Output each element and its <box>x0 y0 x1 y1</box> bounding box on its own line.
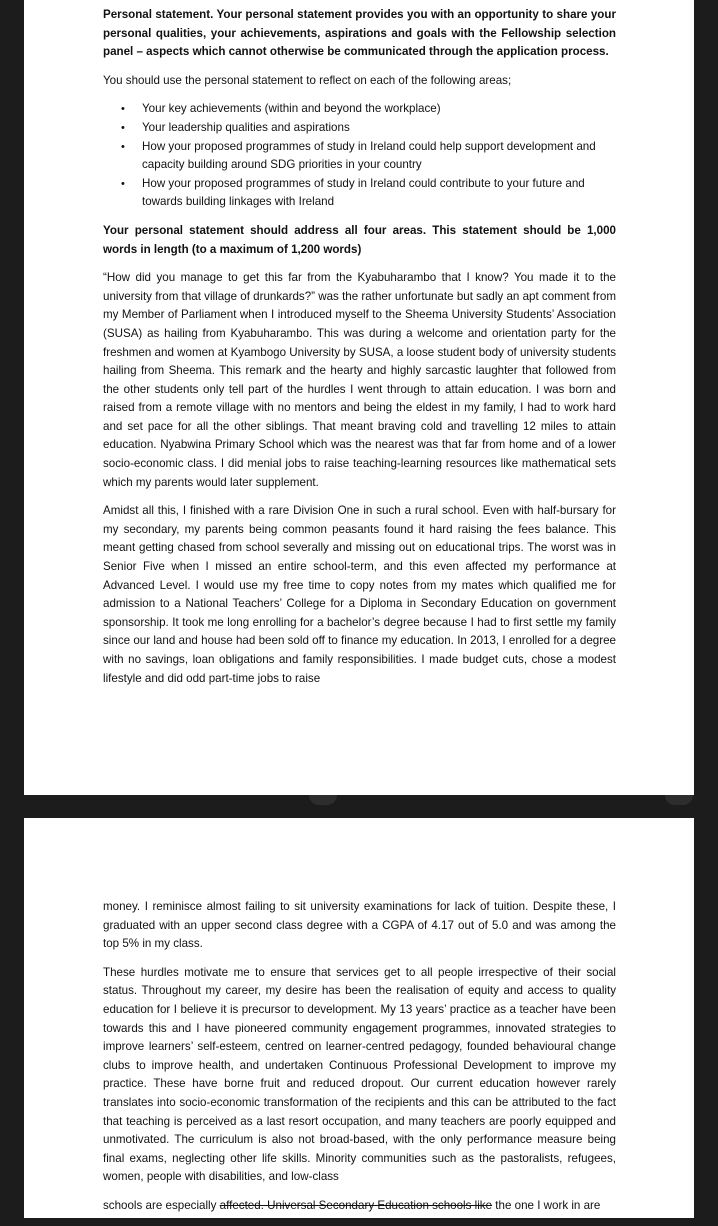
struck-text: affected. Universal Secondary Education schools like <box>219 1198 493 1212</box>
statement-paragraph: money. I reminisce almost failing to sit university examinations for lack of tuition. Despite these, I graduated with an upper second class degree with a CGPA of 4.17 out of 5.0 and was among the top 5% in my class. <box>103 900 616 951</box>
list-item-text: How your proposed programmes of study in Ireland could contribute to your future and towards building linkages with Ireland <box>142 176 585 209</box>
list-item <box>121 138 616 175</box>
bullet-icon: • <box>121 177 125 190</box>
paragraph-text: the one I work in are <box>495 1198 601 1212</box>
list-item-text: How your proposed programmes of study in Ireland could help support development and capacity building around SDG priorities in your country <box>142 139 596 172</box>
document-page-1 <box>24 0 694 795</box>
bullet-icon: • <box>121 121 125 134</box>
word-count-requirement: Your personal statement should address all four areas. This statement should be 1,000 words in length (to a maximum of 1,200 words) <box>103 223 616 256</box>
paragraph-text: schools are especially <box>103 1198 217 1212</box>
list-item-text: Your key achievements (within and beyond the workplace) <box>142 102 441 116</box>
bullet-icon: • <box>121 103 125 116</box>
list-item <box>121 119 616 138</box>
scroll-handle-right <box>665 795 693 805</box>
list-item-text: Your leadership qualities and aspirations <box>142 120 350 134</box>
statement-paragraph: Amidst all this, I finished with a rare Division One in such a rural school. Even with half-bursary for my secondary, my parents being common peasants found it hard raising the fees balance. This meant getting chased from school severally and missing out on educational trips. The worst was in Senior Five when I missed an entire school-term, and this even affected my performance at Advanced Level. I would use my free time to copy notes from my mates which qualified me for admission to a National Teachers’ College for a Diploma in Secondary Education on government sponsorship. It took me long enrolling for a bachelor’s degree because I had to first settle my family since our land and house had been sold off to finance my education. In 2013, I enrolled for a degree with no savings, loan obligations and family responsibilities. I made budget cuts, chose a modest lifestyle and did odd part-time jobs to raise <box>103 504 616 685</box>
list-item <box>121 175 616 212</box>
areas-list <box>103 100 616 212</box>
personal-statement-instructions: Personal statement. Your personal statement provides you with an opportunity to share your personal qualities, your achievements, aspirations and goals with the Fellowship selection panel – aspects which cannot otherwise be communicated through the application process. <box>103 8 616 59</box>
page-2-content <box>103 898 616 1226</box>
statement-paragraph: These hurdles motivate me to ensure that services get to all people irrespective of their social status. Throughout my career, my desire has been the realisation of equity and access to quality education for I believe it is precursor to development. My 13 years’ practice as a teacher have been towards this and I have pioneered community engagement programmes, innovated strategies to improve learners’ self-esteem, centred on learner-centred pedagogy, founded behavioural change clubs to improve health, and undertaken Continuous Professional Development to improve my practice. These have borne fruit and reduced dropout. Our current education however rarely translates into socio-economic transformation of the recipients and this can be attributed to the fact that teaching is perceived as a last resort occupation, and many teachers are poorly equipped and unmotivated. The curriculum is also not broad-based, with the only performance measure being final exams, neglecting other life skills. Minority communities such as the pastoralists, refugees, women, people with disabilities, and low-class <box>103 965 616 1184</box>
reflect-intro: You should use the personal statement to reflect on each of the following areas; <box>103 73 512 87</box>
bullet-icon: • <box>121 140 125 153</box>
page-1-content <box>103 6 616 698</box>
list-item <box>121 100 616 119</box>
document-page-2 <box>24 818 694 1218</box>
scroll-handle-left <box>309 795 337 805</box>
statement-paragraph: “How did you manage to get this far from the Kyabuharambo that I know? You made it to the university from that village of drunkards?” was the rather unfortunate but sadly an apt comment from my Member of Parliament when I introduced myself to the Sheema University Students’ Association (SUSA) as hailing from Kyabuharambo. This was during a welcome and orientation party for the freshmen and women at Kyambogo University by SUSA, a loose student body of university students hailing from Sheema. This remark and the hearty and highly sarcastic laughter that followed from the other students only tell part of the hurdles I went through to attain education. I was born and raised from a remote village with no mentors and being the eldest in my family, I had to work hard and set pace for all the other siblings. That meant braving cold and travelling 12 miles to attain education. Nyabwina Primary School which was the nearest was that far from home and of a lower socio-economic class. I did menial jobs to raise teaching-learning resources like mathematical sets which my parents would later supplement. <box>103 271 616 489</box>
